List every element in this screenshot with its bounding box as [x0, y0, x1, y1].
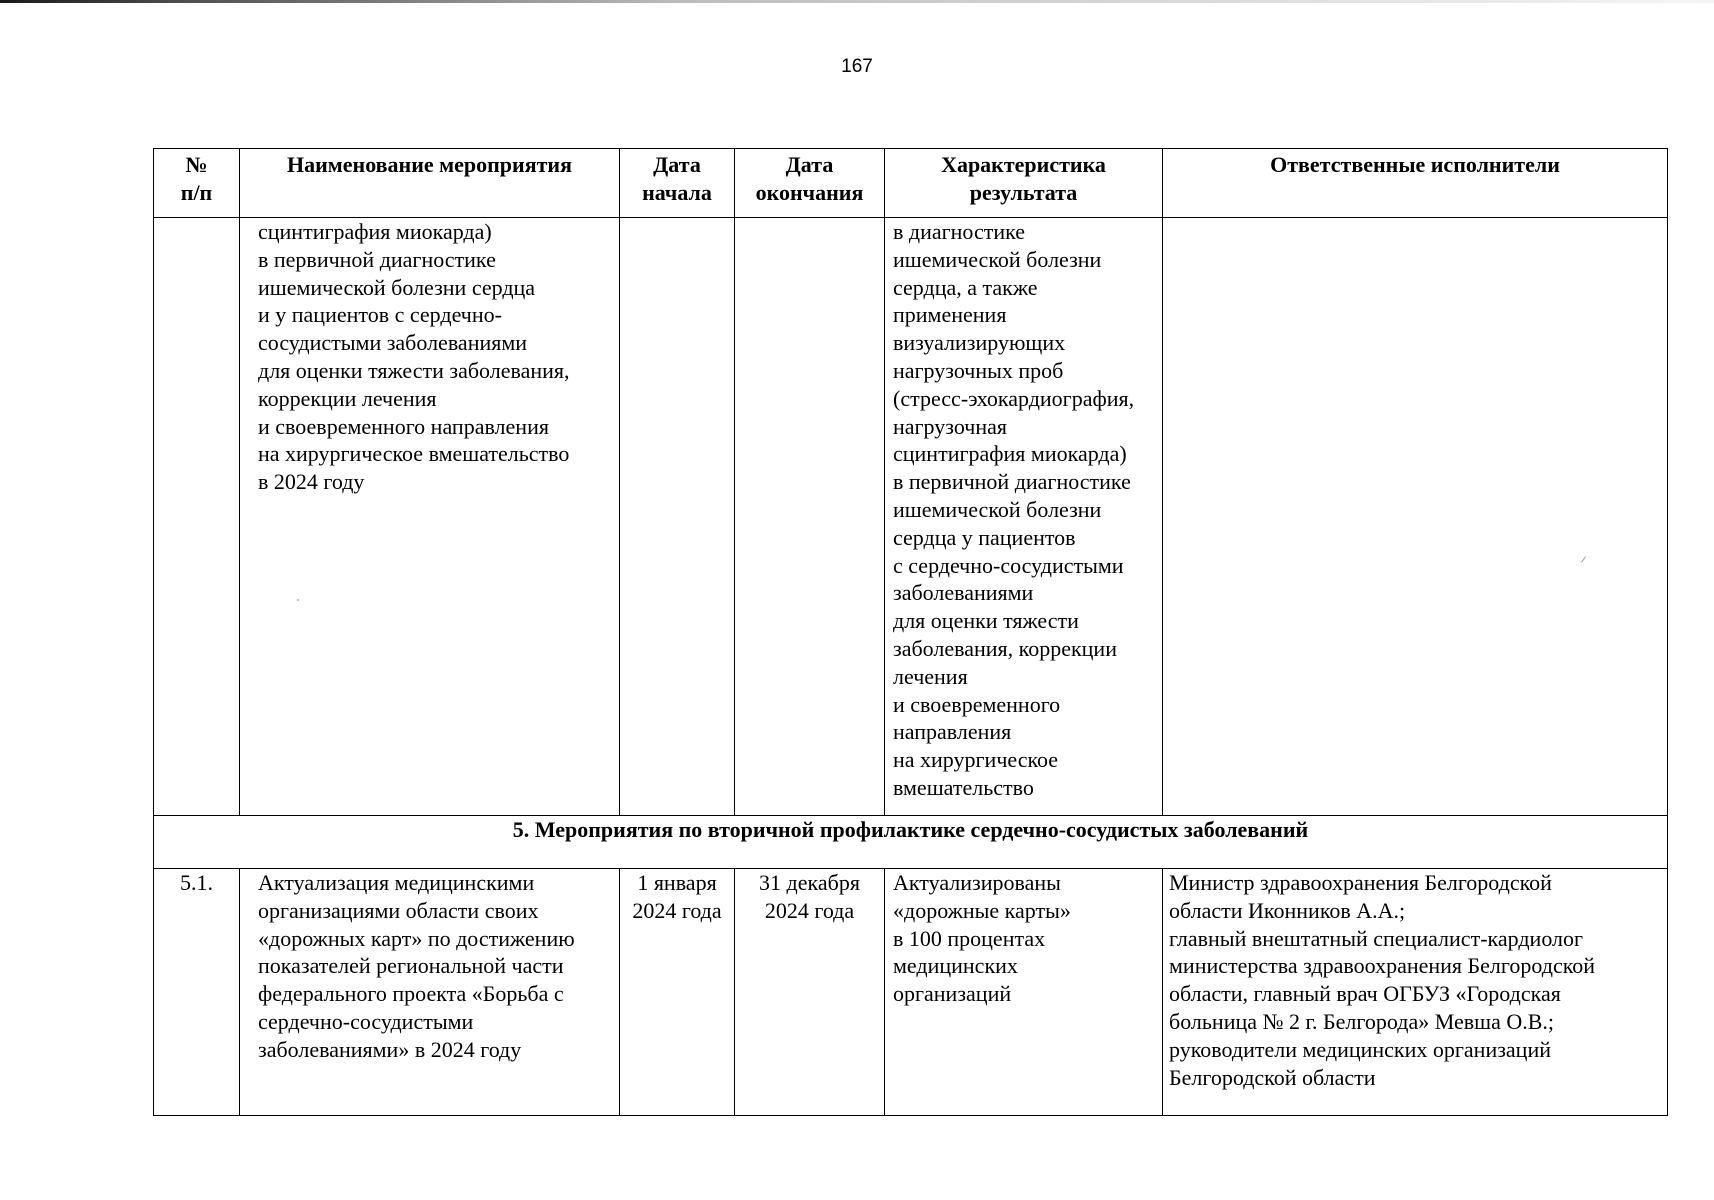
responsible-org-heads: руководители медицинских организаций Белгородской области: [1169, 1036, 1552, 1090]
header-event-name: Наименование мероприятия: [240, 149, 620, 218]
events-table: [153, 148, 1668, 1116]
header-number: № п/п: [154, 149, 240, 218]
responsible-minister: Министр здравоохранения Белгородской области Иконников А.А.;: [1169, 870, 1552, 923]
cell-start-date: 1 января 2024 года: [620, 869, 735, 1116]
section-title: 5. Мероприятия по вторичной профилактике сердечно-сосудистых заболеваний: [154, 816, 1668, 869]
responsible-cardiologist: главный внештатный специалист-кардиолог министерства здравоохранения Белгородской области, главный врач ОГБУЗ «Городская больница № 2 г. Белгорода» Мевша О.В.;: [1169, 925, 1596, 1034]
cell-end-date: 31 декабря 2024 года: [735, 869, 885, 1116]
header-end-date: Дата окончания: [735, 149, 885, 218]
cell-responsible: [1163, 218, 1668, 816]
header-result: Характеристика результата: [885, 149, 1163, 218]
header-responsible: Ответственные исполнители: [1163, 149, 1668, 218]
table-row-continuation: [154, 218, 1668, 816]
header-start-date: Дата начала: [620, 149, 735, 218]
cell-event-name: сцинтиграфия миокарда) в первичной диагностике ишемической болезни сердца и у пациентов с сердечно- сосудистыми заболеваниями для оценки тяжести заболевания, коррекции лечения и своевременного направления на хирургическое вмешательство в 2024 году: [240, 218, 620, 816]
table-header-row: [154, 149, 1668, 218]
cell-event-name: Актуализация медицинскими организациями области своих «дорожных карт» по достижению показателей региональной части федерального проекта «Борьба с сердечно-сосудистыми заболеваниями» в 2024 году: [240, 869, 620, 1116]
cell-number: [154, 218, 240, 816]
page-number: 167: [841, 56, 873, 77]
cell-start-date: [620, 218, 735, 816]
cell-responsible: [1163, 869, 1668, 1116]
scan-edge: [0, 0, 1714, 3]
cell-number: 5.1.: [154, 869, 240, 1116]
scan-artifact-dot: [297, 599, 299, 601]
cell-end-date: [735, 218, 885, 816]
cell-result: Актуализированы «дорожные карты» в 100 процентах медицинских организаций: [885, 869, 1163, 1116]
table-row-5-1: [154, 869, 1668, 1116]
cell-result: в диагностике ишемической болезни сердца, а также применения визуализирующих нагрузочных проб (стресс-эхокардиография, нагрузочная сцинтиграфия миокарда) в первичной диагностике ишемической болезни сердца у пациентов с сердечно-сосудистыми заболеваниями для оценки тяжести заболевания, коррекции лечения и своевременного направления на хирургическое вмешательство: [885, 218, 1163, 816]
section-heading-row: [154, 816, 1668, 869]
